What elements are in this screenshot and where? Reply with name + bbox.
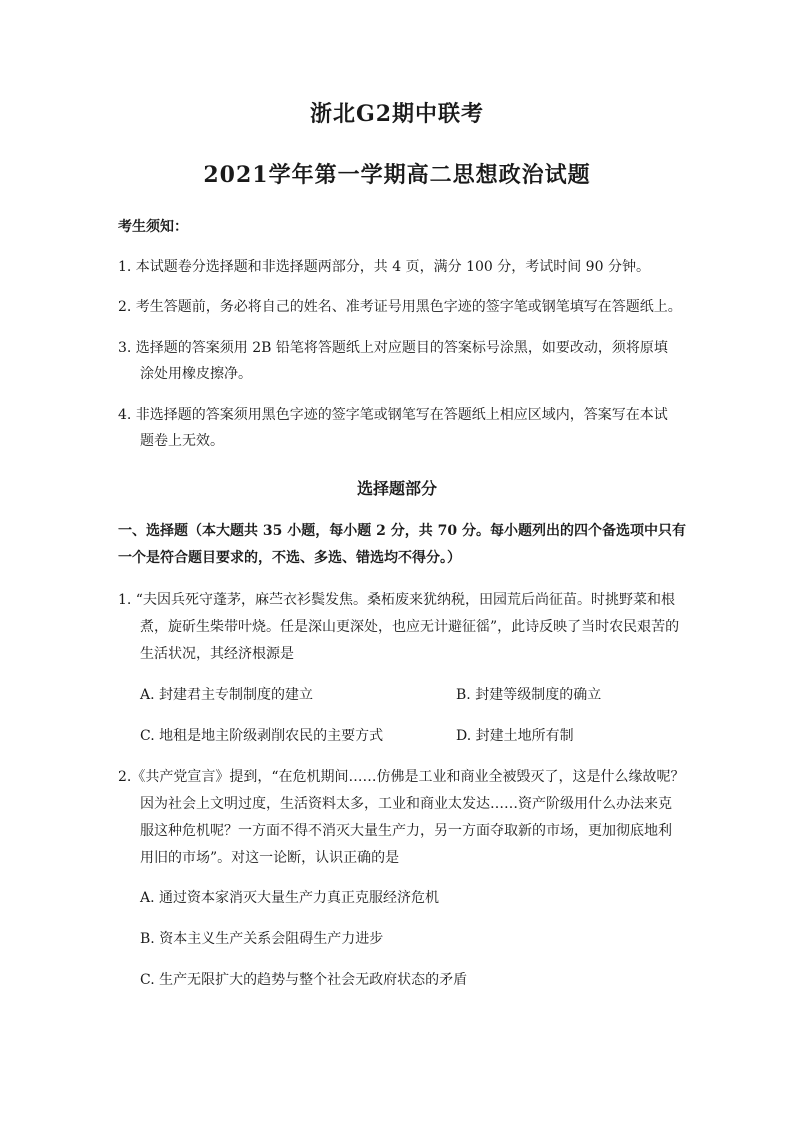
notice-item-1: 1. 本试题卷分选择题和非选择题两部分，共 4 页，满分 100 分，考试时间 90 分钟。 xyxy=(118,259,650,275)
question-2-stem-cont: 用旧的市场”。对这一论断，认识正确的是 xyxy=(140,850,400,866)
question-2-stem: 2.《共产党宣言》提到，“在危机期间……仿佛是工业和商业全被毁灭了，这是什么缘故呢？ xyxy=(118,769,685,785)
notice-item-3-cont: 涂处用橡皮擦净。 xyxy=(140,366,252,382)
notice-item-3: 3. 选择题的答案须用 2B 铅笔将答题纸上对应题目的答案标号涂黑，如要改动，须将原填 xyxy=(118,340,668,356)
question-2-option-c: C. 生产无限扩大的趋势与整个社会无政府状态的矛盾 xyxy=(140,972,468,988)
exam-title: 浙北G2期中联考 xyxy=(309,101,485,127)
section-title: 选择题部分 xyxy=(356,479,437,498)
section-instruction: 一、选择题（本大题共 35 小题，每小题 2 分，共 70 分。每小题列出的四个备选项中只有 xyxy=(118,523,686,539)
question-1-option-c: C. 地租是地主阶级剥削农民的主要方式 xyxy=(140,728,384,744)
question-2-stem-cont: 服这种危机呢？一方面不得不消灭大量生产力，另一方面夺取新的市场，更加彻底地利 xyxy=(140,823,672,839)
question-1-stem-cont: 煮，旋斫生柴带叶烧。任是深山更深处，也应无计避征徭”，此诗反映了当时农民艰苦的 xyxy=(140,619,680,635)
question-1-option-b: B. 封建等级制度的确立 xyxy=(456,687,602,703)
question-1-option-d: D. 封建土地所有制 xyxy=(456,728,574,744)
notice-heading: 考生须知： xyxy=(118,219,188,235)
question-1-stem: 1. “夫因兵死守蓬茅，麻苎衣衫鬓发焦。桑柘废来犹纳税，田园荒后尚征苗。时挑野菜和根 xyxy=(118,592,675,608)
question-1-stem-cont: 生活状况，其经济根源是 xyxy=(140,646,294,662)
notice-item-2: 2. 考生答题前，务必将自己的姓名、准考证号用黑色字迹的签字笔或钢笔填写在答题纸上。 xyxy=(118,299,682,315)
question-2-option-a: A. 通过资本家消灭大量生产力真正克服经济危机 xyxy=(140,890,440,906)
notice-item-4: 4. 非选择题的答案须用黑色字迹的签字笔或钢笔写在答题纸上相应区域内，答案写在本试 xyxy=(118,407,668,423)
section-instruction-cont: 一个是符合题目要求的，不选、多选、错选均不得分。） xyxy=(118,550,461,566)
notice-item-4-cont: 题卷上无效。 xyxy=(140,433,224,449)
exam-subtitle: 2021学年第一学期高二思想政治试题 xyxy=(203,162,591,188)
question-2-stem-cont: 因为社会上文明过度，生活资料太多，工业和商业太发达……资产阶级用什么办法来克 xyxy=(140,796,672,812)
question-2-option-b: B. 资本主义生产关系会阻碍生产力进步 xyxy=(140,931,384,947)
question-1-option-a: A. 封建君主专制制度的建立 xyxy=(140,687,314,703)
